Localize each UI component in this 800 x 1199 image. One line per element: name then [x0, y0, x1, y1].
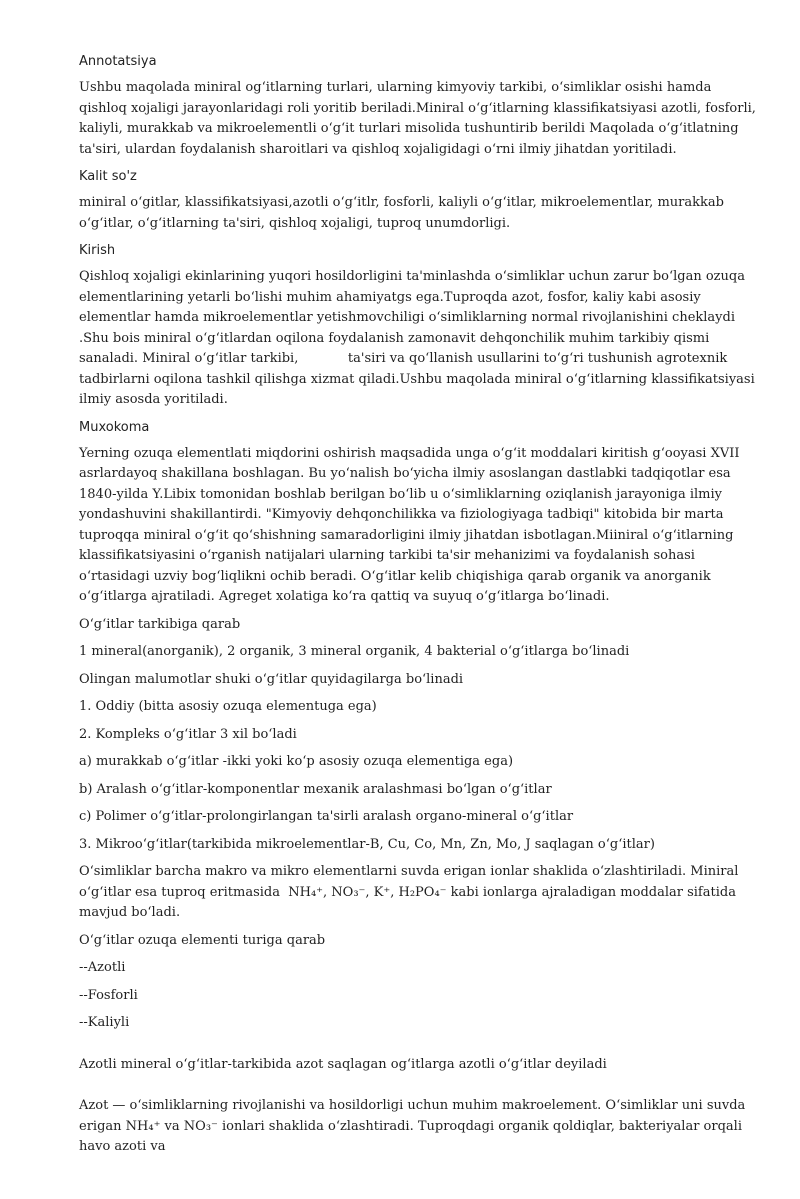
list-item: 1. Oddiy (bitta asosiy ozuqa elementuga ega) — [79, 699, 377, 714]
nutrient-heading: Oʻgʻitlar ozuqa elementi turiga qarab — [79, 932, 326, 948]
keywords-heading: Kalit so'z — [79, 169, 137, 184]
discussion-heading: Muxokoma — [79, 419, 150, 435]
annotation-heading: Annotatsiya — [79, 54, 157, 69]
spacer — [79, 1041, 762, 1055]
list-item: Oʻgʻitlar tarkibiga qarab — [79, 616, 241, 632]
annotation-text: Ushbu maqolada miniral ogʻitlarning turlari, ularning kimyoviy tarkibi, oʻsimliklar osishi hamda qishloq xojaligi jarayonlaridagi roli yoritib beriladi.Miniral oʻgʻitlarning klassifikatsiyasi azotli, fosforli, kaliyli, murakkab va mikroelementli oʻgʻit turlari misolida tushuntirib berildi Maqolada oʻgʻitlatning ta'siri, ulardan foydalanish sharoitlari va qishloq xojaligidagi oʻrni ilmiy jihatdan yoritiladi. — [79, 80, 756, 157]
document-page — [79, 52, 762, 1165]
introduction-heading: Kirish — [79, 243, 116, 258]
keywords-text: miniral oʻgitlar, klassifikatsiyasi,azotli oʻgʻitlr, fosforli, kaliyli oʻgʻitlar, mikroelementlar, murakkab oʻgʻitlar, oʻgʻitlarning ta'siri, qishloq xojaligi, tuproq unumdorligi. — [79, 195, 724, 231]
nitrogen-definition: Azotli mineral oʻgʻitlar-tarkibida azot saqlagan ogʻitlarga azotli oʻgʻitlar deyiladi — [79, 1056, 607, 1072]
nutrient-type-item: --Fosforli — [79, 987, 138, 1003]
discussion-text: Yerning ozuqa elementlati miqdorini oshirish maqsadida unga oʻgʻit moddalari kiritish gʻooyasi XVII asrlardayoq shakillana boshlagan. Bu yoʻnalish boʻyicha ilmiy asoslangan dastlabki tadqiqotlar esa 1840-yilda Y.Libix tomonidan boshlab berilgan boʻlib u oʻsimliklarning oziqlanish jarayoniga ilmiy yondashuvini shakillantirdi. "Kimyoviy dehqonchilikka va fiziologiyaga tadbiqi" kitobida bir marta tuproqqa miniral oʻgʻit qoʻshishning samaradorligini ilmiy jihatdan isbotlagan.Miiniral oʻgʻitlarning klassifikatsiyasini oʻrganish natijalari ularning tarkibi ta'sir mehanizimi va foydalanish sohasi oʻrtasidagi uzviy bogʻliqlikni ochib beradi. Oʻgʻitlar kelib chiqishiga qarab organik va anorganik oʻgʻitlarga ajratiladi. Agreget xolatiga koʻra qattiq va suyuq oʻgʻitlarga boʻlinadi. — [79, 445, 740, 604]
list-item: a) murakkab oʻgʻitlar -ikki yoki koʻp asosiy ozuqa elementiga ega) — [79, 754, 514, 769]
list-item: 2. Kompleks oʻgʻitlar 3 xil boʻladi — [79, 726, 297, 742]
list-item: 1 mineral(anorganik), 2 organik, 3 mineral organik, 4 bakterial oʻgʻitlarga boʻlinadi — [79, 644, 630, 659]
ions-paragraph: Oʻsimliklar barcha makro va mikro elementlarni suvda erigan ionlar shaklida oʻzlashtiriladi. Miniral oʻgʻitlar esa tuproq eritmasida NH₄⁺, NO₃⁻, K⁺, H₂PO₄⁻ kabi ionlarga ajraladigan moddalar sifatida mavjud boʻladi. — [79, 864, 743, 920]
nitrogen-paragraph: Azot — oʻsimliklarning rivojlanishi va hosildorligi uchun muhim makroelement. Oʻsimliklar uni suvda erigan NH₄⁺ va NO₃⁻ ionlari shaklida oʻzlashtiradi. Tuproqdagi organik qoldiqlar, bakteriyalar orqali havo azoti va — [79, 1098, 746, 1154]
list-item: b) Aralash oʻgʻitlar-komponentlar mexanik aralashmasi boʻlgan oʻgʻitlar — [79, 781, 552, 797]
nutrient-type-item: --Azotli — [79, 960, 126, 975]
list-item: Olingan malumotlar shuki oʻgʻitlar quyidagilarga boʻlinadi — [79, 671, 464, 687]
introduction-text: Qishloq xojaligi ekinlarining yuqori hosildorligini ta'minlashda oʻsimliklar uchun zarur boʻlgan ozuqa elementlarining yetarli boʻlishi muhim ahamiyatgs ega.Tuproqda azot, fosfor, kaliy kabi asosiy elementlar hamda mikroelementlar yetishmovchiligi oʻsimliklarning normal rivojlanishini cheklaydi .Shu bois miniral oʻgʻitlardan oqilona foydalanish zamonavit dehqonchilik muhim tarkibiy qismi sanaladi. Miniral oʻgʻitlar tarkibi, ta'siri va qoʻllanish usullarini toʻgʻri tushunish agrotexnik tadbirlarni oqilona tashkil qilishga xizmat qiladi.Ushbu maqolada miniral oʻgʻitlarning klassifikatsiyasi ilmiy asosda yoritiladi. — [79, 269, 759, 407]
nutrient-type-item: --Kaliyli — [79, 1015, 130, 1030]
list-item: c) Polimer oʻgʻitlar-prolongirlangan ta'sirli aralash organo-mineral oʻgʻitlar — [79, 809, 574, 824]
spacer — [79, 1082, 762, 1096]
list-item: 3. Mikrooʻgʻitlar(tarkibida mikroelementlar-B, Cu, Co, Mn, Zn, Mo, J saqlagan oʻgʻitlar) — [79, 836, 655, 852]
